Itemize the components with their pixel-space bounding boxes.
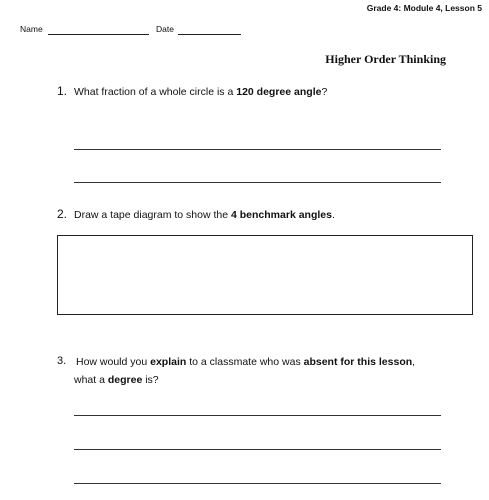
name-field[interactable] — [48, 34, 149, 35]
question-2-text — [74, 208, 335, 222]
answer-line-q1-2[interactable] — [74, 182, 441, 183]
question-3-text-emphasis: absent for this lesson — [303, 356, 413, 368]
question-3-text-line-2 — [74, 373, 159, 387]
date-label: Date — [156, 24, 174, 34]
answer-line-q3-2[interactable] — [74, 449, 441, 450]
question-2-text-emphasis: 4 benchmark angles — [231, 209, 332, 221]
lesson-reference: Grade 4: Module 4, Lesson 5 — [366, 3, 482, 13]
question-3-text-emphasis: explain — [150, 356, 187, 368]
date-field[interactable] — [178, 34, 241, 35]
tape-diagram-answer-box[interactable] — [57, 235, 473, 315]
question-3-number: 3. — [57, 355, 67, 367]
question-3-text-part: is? — [142, 374, 159, 386]
answer-line-q3-1[interactable] — [74, 415, 441, 416]
question-2-number: 2. — [57, 207, 68, 221]
name-label: Name — [20, 24, 43, 34]
question-3-text-part: to a classmate who was — [186, 356, 304, 368]
question-3-text-line-1 — [76, 355, 415, 369]
answer-line-q3-3[interactable] — [74, 483, 441, 484]
question-1-text-emphasis: 120 degree angle — [236, 86, 322, 98]
section-title: Higher Order Thinking — [325, 52, 446, 66]
question-1-text-part: ? — [321, 86, 328, 98]
question-3-text-part: , — [412, 356, 416, 368]
question-2-text-part: Draw a tape diagram to show the — [74, 209, 231, 221]
question-1-text-part: What fraction of a whole circle is a — [74, 86, 237, 98]
question-2-text-part: . — [331, 209, 335, 221]
question-3-text-emphasis: degree — [107, 374, 143, 386]
question-1-text — [74, 85, 327, 99]
answer-line-q1-1[interactable] — [74, 149, 441, 150]
question-1-number: 1. — [57, 84, 68, 98]
question-3-text-part: How would you — [76, 356, 151, 368]
question-3-text-part: what a — [74, 374, 108, 386]
